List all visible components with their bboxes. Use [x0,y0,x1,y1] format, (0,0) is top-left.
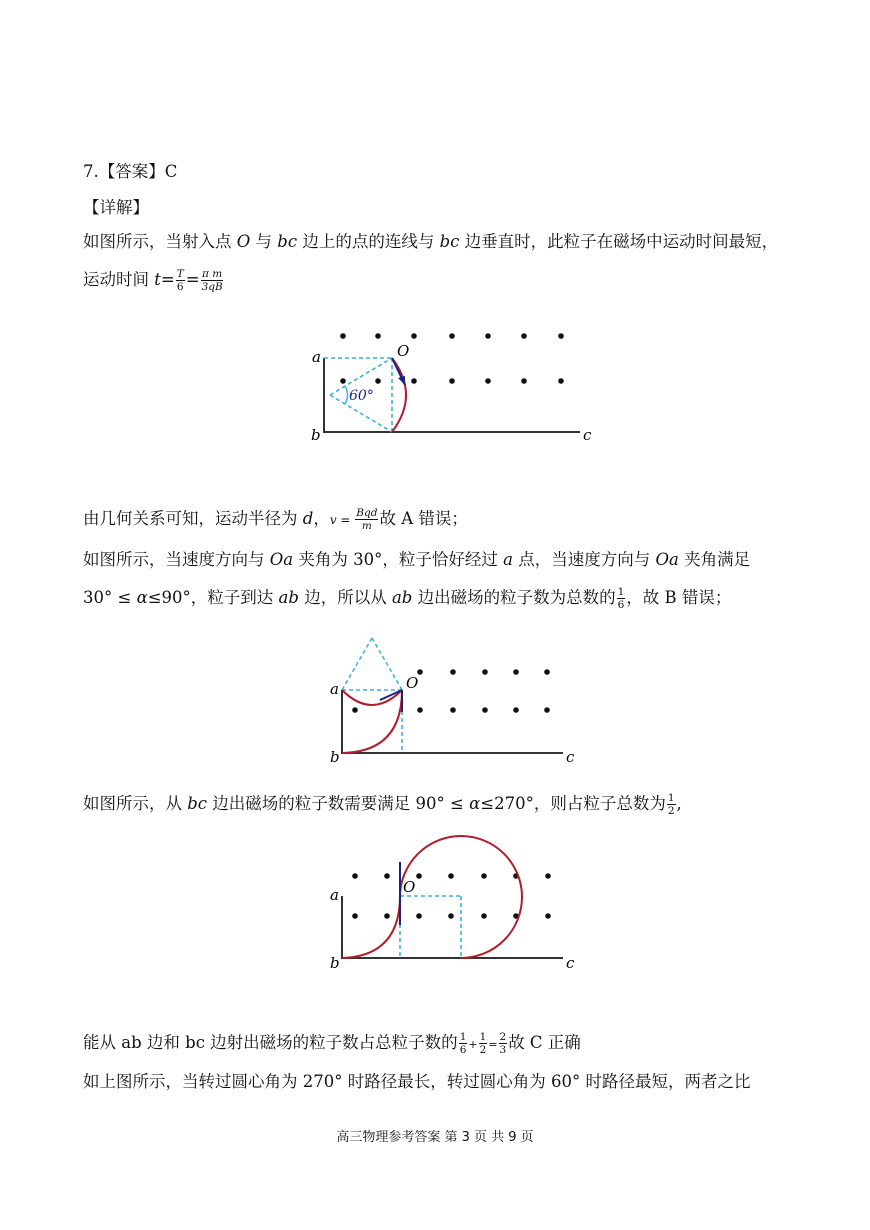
symbol: α [136,588,148,607]
numerator: Bqd [356,507,378,519]
text: 运动时间 [83,270,155,289]
paragraph-7 [83,1031,581,1057]
text: 由几何关系可知，运动半径为 [83,509,303,528]
fraction [479,1031,488,1056]
numerator: 1 [479,1031,487,1043]
fig2-trajectory-a [342,690,402,705]
equals: = [160,270,175,289]
fraction [355,507,378,532]
denominator: 3 [499,1044,507,1056]
equals: = [488,1038,498,1051]
fig3-label-a: a [330,886,339,904]
fig1-trajectory [392,358,406,432]
text: ，故 B 错误； [626,588,732,607]
fig2-label-O: O [406,674,419,692]
fig1-label-b: b [311,426,321,444]
symbol: Oa [655,550,679,569]
paragraph-6 [83,792,682,817]
fig2-label-c: c [566,748,575,766]
text: ≤90°，粒子到达 [147,588,279,607]
paragraph-4 [83,548,750,572]
denominator: 6 [459,1044,467,1056]
fraction [667,792,676,817]
page-footer: 高三物理参考答案 第 3 页 共 9 页 [336,1130,534,1145]
fig2-boundary [342,690,563,753]
text: ≤270°，则占粒子总数为 [480,794,666,813]
paragraph-5 [83,586,731,611]
text: 能从 ab 边和 bc 边射出磁场的粒子数占总粒子数的 [83,1033,458,1052]
symbol: a [503,550,513,569]
text: 边垂直时，此粒子在磁场中运动时间最短， [459,232,779,251]
text: , [676,794,682,813]
numerator: T [176,268,184,280]
detail-heading: 【详解】 [83,198,149,217]
fig3-label-c: c [566,954,575,972]
equals: = [336,513,355,527]
answer-heading: 7.【答案】C [83,162,178,181]
symbol: t [154,270,161,289]
text: 夹角满足 [678,550,751,569]
denominator: 6 [176,281,184,293]
fig2-label-b: b [330,748,340,766]
numerator: 1 [667,792,675,804]
paragraph-3 [83,507,468,532]
denominator: 3qB [201,281,223,293]
fig2-label-a: a [330,680,339,698]
symbol: α [469,794,481,813]
fig3-trajectory-small [342,896,400,958]
denominator: 2 [667,805,675,817]
fig3-label-O: O [403,878,416,896]
numerator: π m [202,268,223,280]
symbol: O [236,232,251,251]
text: 故 A 错误； [379,509,468,528]
fig1-label-c: c [583,426,592,444]
text: 边出磁场的粒子数需要满足 90° ≤ [207,794,470,813]
fig3-dashed-lines [400,896,461,958]
symbol: bc [439,232,460,251]
fig1-angle-arc [345,386,348,404]
fraction [617,586,626,611]
fig2-dashed-lines [342,638,402,753]
text: 边出磁场的粒子数为总数的 [412,588,616,607]
text: 边上的点的连线与 [297,232,440,251]
text: 如图所示，当射入点 [83,232,237,251]
text: 如图所示，当速度方向与 [83,550,270,569]
denominator: 2 [479,1044,487,1056]
symbol: d [302,509,314,528]
symbol: ab [278,588,299,607]
denominator: m [361,520,372,532]
symbol: ab [391,588,413,607]
fig3-label-b: b [330,954,340,972]
text: 夹角为 30°，粒子恰好经过 [293,550,504,569]
fraction [499,1031,508,1056]
fig2-dots [352,669,550,713]
text: 点，当速度方向与 [512,550,656,569]
fig1-label-a: a [312,348,321,366]
fig1-label-O: O [397,342,410,360]
text: 与 [250,232,278,251]
fig1-arrowhead [398,376,405,385]
symbol: bc [277,232,298,251]
text: ， [313,509,330,528]
numerator: 2 [499,1031,507,1043]
fig2-trajectory-b [342,690,402,753]
text: 30° ≤ [83,588,137,607]
equals: = [185,270,200,289]
symbol: bc [187,794,208,813]
symbol: v [329,513,337,527]
paragraph-8: 如上图所示，当转过圆心角为 270° 时路径最长，转过圆心角为 60° 时路径最短，两者之比 [83,1072,751,1091]
text: 如图所示，从 [83,794,188,813]
text: 故 C 正确 [508,1033,581,1052]
symbol: Oa [269,550,294,569]
denominator: 6 [617,599,625,611]
numerator: 1 [617,586,625,598]
fraction [459,1031,468,1056]
fig1-angle-label: 60° [349,388,374,404]
plus: + [468,1038,478,1051]
numerator: 1 [459,1031,467,1043]
text: 边，所以从 [298,588,392,607]
